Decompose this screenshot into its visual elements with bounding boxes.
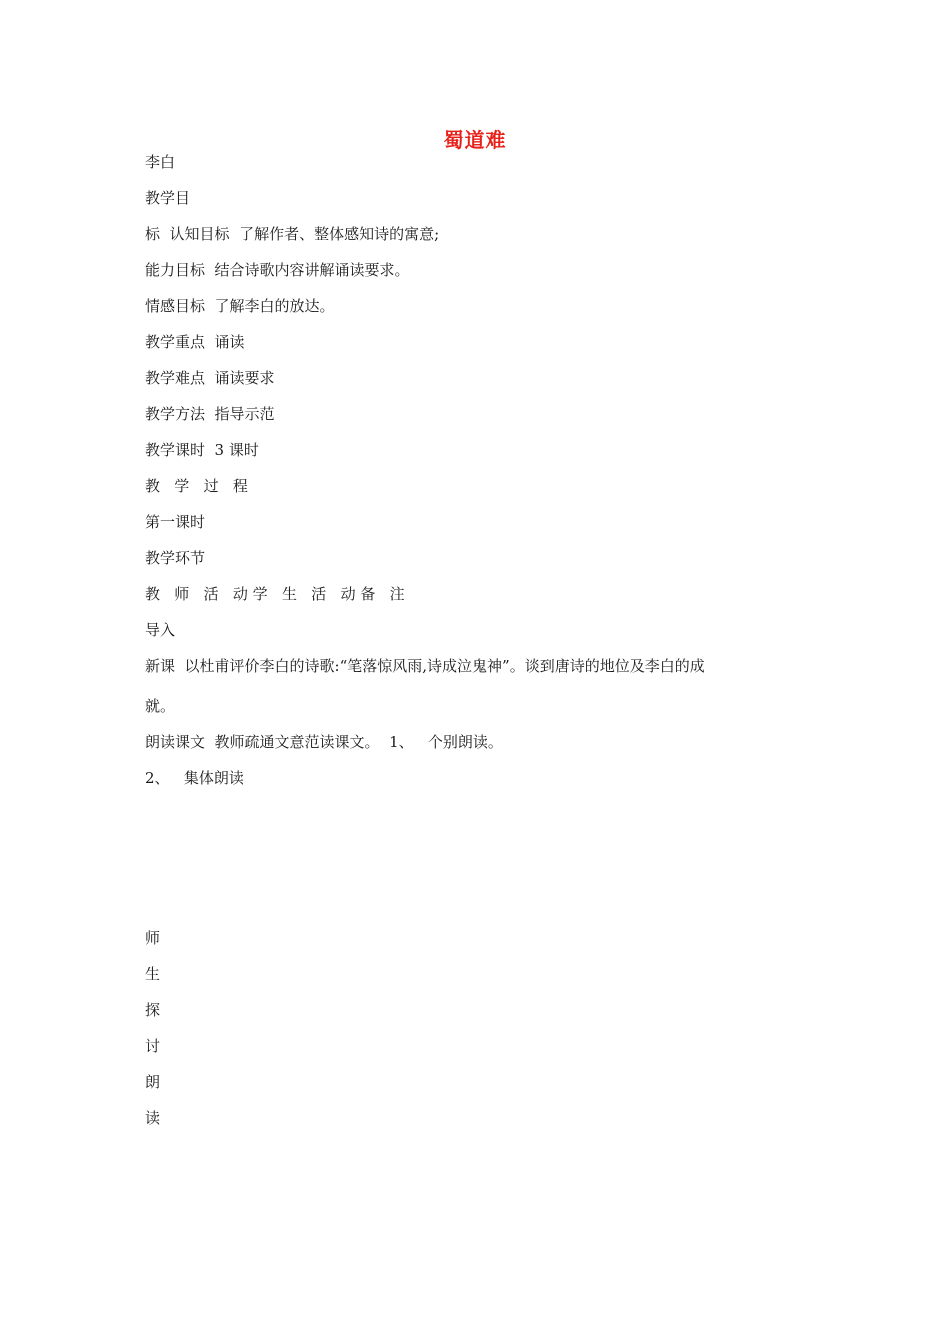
- text-line: 第一课时: [145, 513, 206, 531]
- text-line: 教学难点 诵读要求: [145, 369, 275, 387]
- text-line: 教学课时 3 课时: [145, 441, 259, 459]
- text-line: 2、 集体朗读: [145, 769, 244, 787]
- text-line: 教学重点 诵读: [145, 333, 245, 351]
- text-line: 教 学 过 程: [145, 477, 248, 495]
- text-line: 朗读课文 教师疏通文意范读课文。 1、 个别朗读。: [145, 733, 503, 751]
- vertical-char: 朗: [145, 1073, 161, 1091]
- text-line: 情感目标 了解李白的放达。: [145, 297, 335, 315]
- text-line: 教 师 活 动 学 生 活 动 备 注: [145, 585, 405, 603]
- text-line: 教学目: [145, 189, 191, 207]
- vertical-char: 生: [145, 965, 161, 983]
- text-line: 就。: [145, 697, 176, 715]
- text-line: 导入: [145, 621, 176, 639]
- text-line: 标 认知目标 了解作者、整体感知诗的寓意;: [145, 225, 440, 243]
- text-line: 新课 以杜甫评价李白的诗歌:“笔落惊风雨,诗成泣鬼神”。谈到唐诗的地位及李白的成: [145, 657, 705, 675]
- document-title: 蜀道难: [443, 128, 507, 152]
- text-line: 教学环节: [145, 549, 206, 567]
- vertical-char: 讨: [145, 1037, 161, 1055]
- author-line: 李白: [145, 153, 176, 171]
- vertical-char: 师: [145, 929, 161, 947]
- text-line: 能力目标 结合诗歌内容讲解诵读要求。: [145, 261, 410, 279]
- vertical-char: 探: [145, 1001, 161, 1019]
- text-line: 教学方法 指导示范: [145, 405, 275, 423]
- vertical-char: 读: [145, 1109, 161, 1127]
